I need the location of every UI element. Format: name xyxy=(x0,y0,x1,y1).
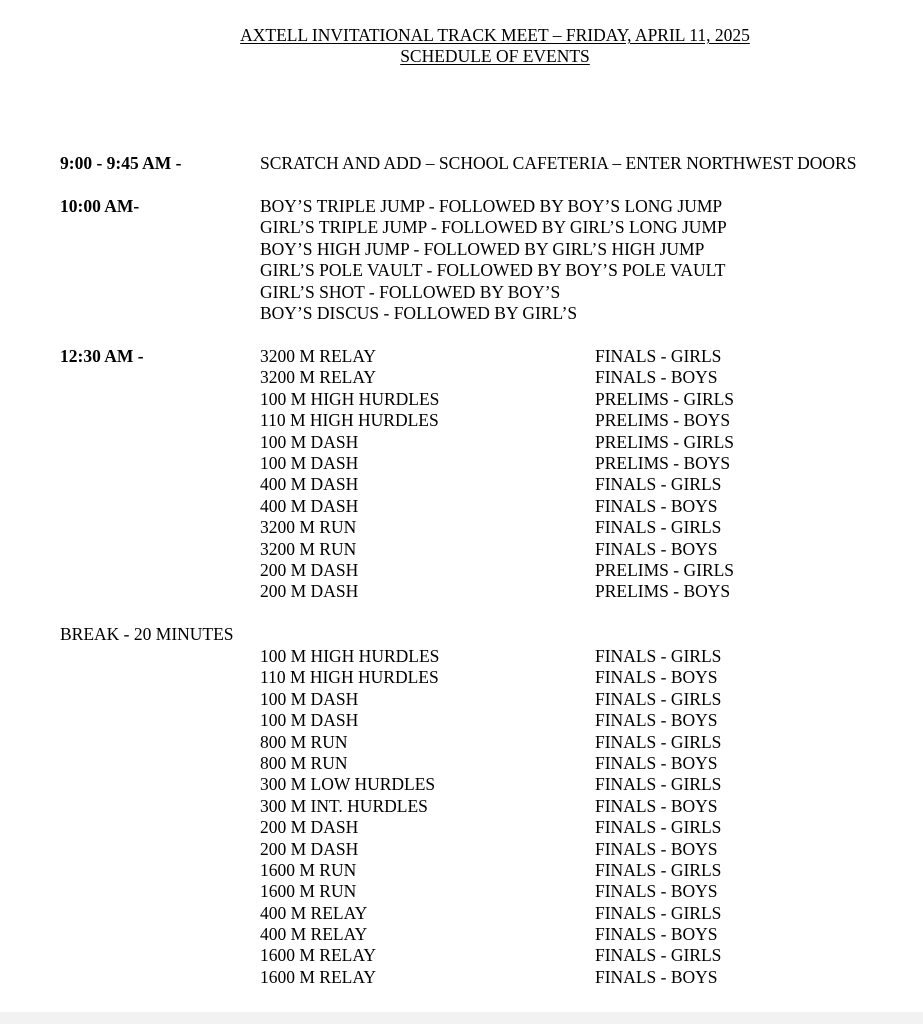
event-round: FINALS - GIRLS xyxy=(595,646,722,666)
event-name: 1600 M RELAY xyxy=(260,966,377,987)
event-round: FINALS - GIRLS xyxy=(595,817,722,838)
event-round: FINALS - BOYS xyxy=(595,495,718,516)
event-round: FINALS - BOYS xyxy=(595,881,718,902)
event-name: 800 M RUN xyxy=(260,731,348,752)
event-round: FINALS - GIRLS xyxy=(595,517,722,538)
event-round: FINALS - GIRLS xyxy=(595,859,722,880)
event-name: 400 M RELAY xyxy=(260,902,368,923)
event-round: FINALS - GIRLS xyxy=(595,346,722,366)
break-label: BREAK - 20 MINUTES xyxy=(60,624,234,644)
event-round: PRELIMS - BOYS xyxy=(595,452,731,473)
field-event-line: BOY’S HIGH JUMP - FOLLOWED BY GIRL’S HIGH JUMP xyxy=(260,238,705,259)
event-round: FINALS - BOYS xyxy=(595,795,718,816)
event-name: 200 M DASH xyxy=(260,817,359,838)
event-name: 1600 M RUN xyxy=(260,881,357,902)
document-title: AXTELL INVITATIONAL TRACK MEET – FRIDAY, APRIL 11, 2025 xyxy=(240,25,750,45)
event-round: PRELIMS - GIRLS xyxy=(595,559,735,580)
event-name: 110 M HIGH HURDLES xyxy=(260,410,439,431)
event-round: FINALS - BOYS xyxy=(595,538,718,559)
event-round: FINALS - BOYS xyxy=(595,752,718,773)
event-round: PRELIMS - BOYS xyxy=(595,410,731,431)
event-round: FINALS - BOYS xyxy=(595,966,718,987)
event-round: FINALS - GIRLS xyxy=(595,902,722,923)
event-name: 3200 M RUN xyxy=(260,517,357,538)
field-event-line: GIRL’S SHOT - FOLLOWED BY BOY’S xyxy=(260,281,561,302)
event-name: 400 M DASH xyxy=(260,495,359,516)
event-round: FINALS - BOYS xyxy=(595,710,718,731)
event-name: 100 M DASH xyxy=(260,688,359,709)
field-event-line: BOY’S DISCUS - FOLLOWED BY GIRL’S xyxy=(260,302,578,323)
scratch-text: SCRATCH AND ADD – SCHOOL CAFETERIA – ENTER NORTHWEST DOORS xyxy=(260,153,857,173)
event-round: FINALS - GIRLS xyxy=(595,945,722,966)
event-round: FINALS - GIRLS xyxy=(595,731,722,752)
event-name: 400 M RELAY xyxy=(260,924,368,945)
event-round: FINALS - GIRLS xyxy=(595,774,722,795)
scratch-time: 9:00 - 9:45 AM - xyxy=(60,153,182,173)
event-round: FINALS - GIRLS xyxy=(595,474,722,495)
field-event-line: GIRL’S POLE VAULT - FOLLOWED BY BOY’S POLE VAULT xyxy=(260,260,726,281)
event-name: 100 M HIGH HURDLES xyxy=(260,646,440,666)
document-header xyxy=(0,25,923,68)
event-name: 3200 M RELAY xyxy=(260,346,377,366)
event-round: PRELIMS - GIRLS xyxy=(595,388,735,409)
event-name: 300 M INT. HURDLES xyxy=(260,795,428,816)
event-round: FINALS - BOYS xyxy=(595,838,718,859)
event-name: 100 M DASH xyxy=(260,710,359,731)
event-name: 400 M DASH xyxy=(260,474,359,495)
event-name: 100 M DASH xyxy=(260,452,359,473)
document-subtitle: SCHEDULE OF EVENTS xyxy=(400,46,590,67)
event-name: 1600 M RELAY xyxy=(260,945,377,966)
event-name: 3200 M RUN xyxy=(260,538,357,559)
event-name: 200 M DASH xyxy=(260,838,359,859)
event-round: FINALS - BOYS xyxy=(595,924,718,945)
event-round: FINALS - BOYS xyxy=(595,667,718,688)
event-round: FINALS - BOYS xyxy=(595,367,718,388)
event-name: 800 M RUN xyxy=(260,752,348,773)
field-event-line: GIRL’S TRIPLE JUMP - FOLLOWED BY GIRL’S LONG JUMP xyxy=(260,217,727,238)
event-name: 200 M DASH xyxy=(260,581,359,602)
running-events-time: 12:30 AM - xyxy=(60,346,144,366)
event-name: 100 M HIGH HURDLES xyxy=(260,388,440,409)
event-round: PRELIMS - GIRLS xyxy=(595,431,735,452)
event-name: 300 M LOW HURDLES xyxy=(260,774,436,795)
event-name: 1600 M RUN xyxy=(260,859,357,880)
field-event-line: BOY’S TRIPLE JUMP - FOLLOWED BY BOY’S LONG JUMP xyxy=(260,196,723,216)
field-events-time: 10:00 AM- xyxy=(60,196,140,216)
event-name: 110 M HIGH HURDLES xyxy=(260,667,439,688)
event-name: 100 M DASH xyxy=(260,431,359,452)
event-name: 3200 M RELAY xyxy=(260,367,377,388)
event-name: 200 M DASH xyxy=(260,559,359,580)
page-bottom-edge xyxy=(0,1012,923,1024)
event-round: PRELIMS - BOYS xyxy=(595,581,731,602)
event-round: FINALS - GIRLS xyxy=(595,688,722,709)
